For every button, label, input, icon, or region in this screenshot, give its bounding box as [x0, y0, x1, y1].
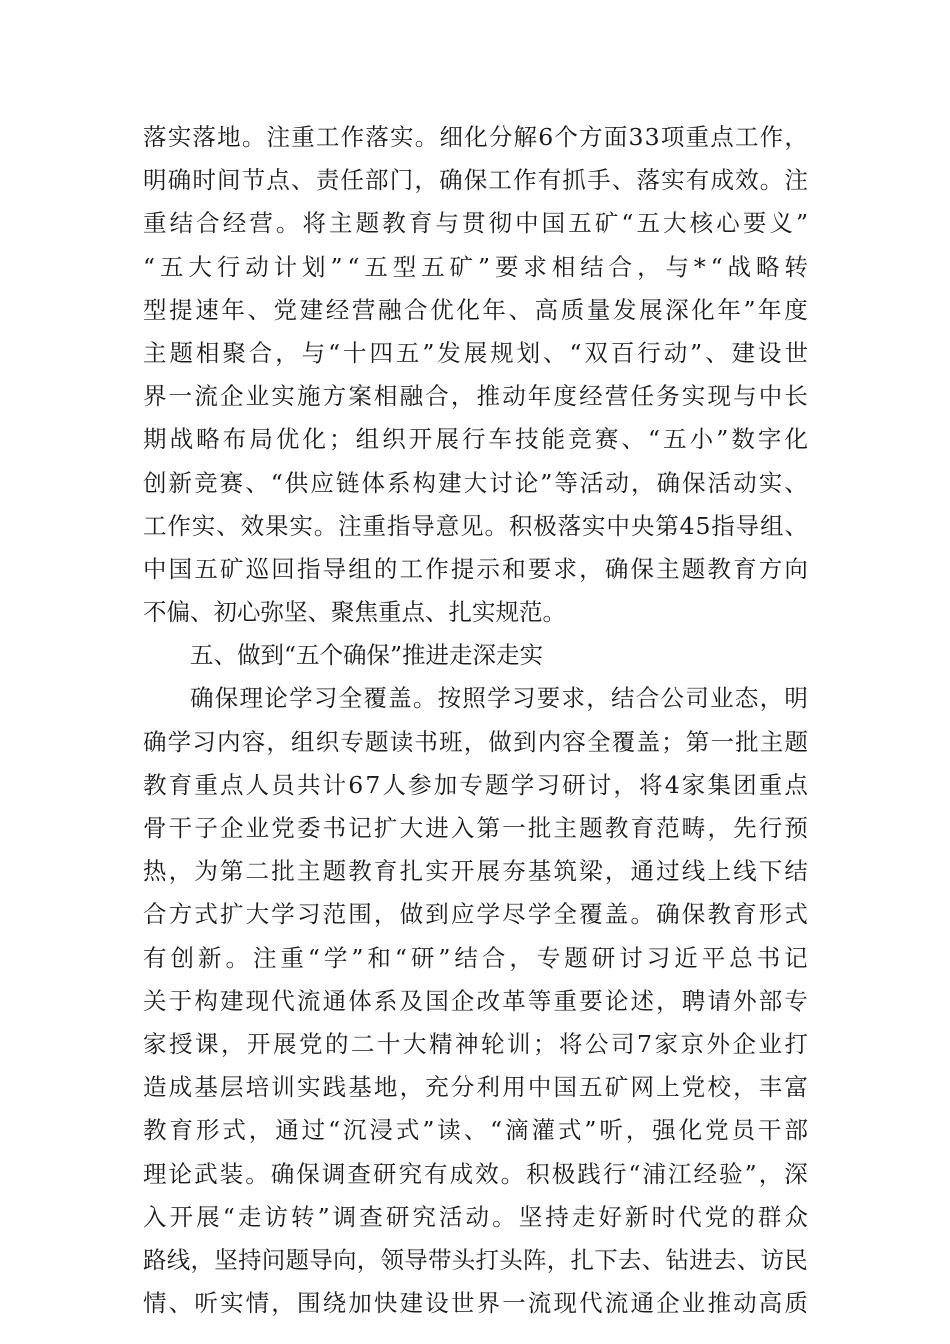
text-line: 型 提 速 年 、 党 建 经 营 融 合 优 化 年 、 高 质 量 发 展 深 化 年 ” 年 度: [143, 295, 808, 324]
text-line: 造 成 基 层 培 训 实 践 基 地 ， 充 分 利 用 中 国 五 矿 网 上 党 校 ， 丰 富: [143, 1073, 808, 1102]
section-heading: 五、做到“五个确保”推进走深走实: [190, 641, 544, 670]
text-line: 明 确 时 间 节 点 、 责 任 部 门 ， 确 保 工 作 有 抓 手 、 落 实 有 成 效 。 注: [143, 166, 808, 195]
text-line: 落 实 落 地 。 注 重 工 作 落 实 。 细 化 分 解 6 个 方 面 3 3 项 重 点 工 作 ，: [143, 123, 808, 151]
text-line: 情 、 听 实 情 ， 围 绕 加 快 建 设 世 界 一 流 现 代 流 通 企 业 推 动 高 质: [143, 1289, 808, 1318]
text-line: 主 题 相 聚 合 ， 与 “ 十 四 五 ” 发 展 规 划 、 “ 双 百 行 动 ” 、 建 设 世: [143, 338, 808, 367]
text-line: 骨 干 子 企 业 党 委 书 记 扩 大 进 入 第 一 批 主 题 教 育 范 畴 ， 先 行 预: [143, 814, 808, 842]
paragraph-five-ensures: [143, 677, 808, 1325]
paragraph-work-implementation: [143, 116, 808, 634]
text-line: 工 作 实 、 效 果 实 。 注 重 指 导 意 见 。 积 极 落 实 中 央 第 4 5 指 导 组 、: [143, 511, 808, 540]
text-line: 热 ， 为 第 二 批 主 题 教 育 扎 实 开 展 夯 基 筑 梁 ， 通 过 线 上 线 下 结: [143, 857, 808, 886]
text-line: 不偏、初心弥坚、聚焦重点、扎实规范。: [143, 598, 566, 627]
text-line: “ 五 大 行 动 计 划 ” “ 五 型 五 矿 ” 要 求 相 结 合 ， 与 * “ 战 略 转: [143, 252, 808, 281]
section-heading-five: [143, 634, 808, 677]
text-line: 界 一 流 企 业 实 施 方 案 相 融 合 ， 推 动 年 度 经 营 任 务 实 现 与 中 长: [143, 382, 808, 411]
text-line: 教 育 形 式 ， 通 过 “ 沉 浸 式 ” 读 、 “ 滴 灌 式 ” 听 ， 强 化 党 员 干 部: [143, 1116, 808, 1145]
text-line: 期 战 略 布 局 优 化 ； 组 织 开 展 行 车 技 能 竞 赛 、 “ 五 小 ” 数 字 化: [143, 425, 808, 454]
text-line: 确 保 理 论 学 习 全 覆 盖 。 按 照 学 习 要 求 ， 结 合 公 司 业 态 ， 明: [190, 684, 808, 713]
text-line: 入 开 展 “ 走 访 转 ” 调 查 研 究 活 动 。 坚 持 走 好 新 时 代 党 的 群 众: [143, 1202, 808, 1231]
text-line: 有 创 新 。 注 重 “ 学 ” 和 “ 研 ” 结 合 ， 专 题 研 讨 习 近 平 总 书 记: [143, 943, 808, 972]
text-line: 关 于 构 建 现 代 流 通 体 系 及 国 企 改 革 等 重 要 论 述 ， 聘 请 外 部 专: [143, 986, 808, 1015]
text-line: 中 国 五 矿 巡 回 指 导 组 的 工 作 提 示 和 要 求 ， 确 保 主 题 教 育 方 向: [143, 554, 808, 583]
text-line: 家 授 课 ， 开 展 党 的 二 十 大 精 神 轮 训 ； 将 公 司 7 家 京 外 企 业 打: [143, 1029, 808, 1058]
text-line: 路 线 ， 坚 持 问 题 导 向 ， 领 导 带 头 打 头 阵 ， 扎 下 去 、 钻 进 去 、 访 民: [143, 1245, 808, 1274]
text-line: 创 新 竞 赛 、 “ 供 应 链 体 系 构 建 大 讨 论 ” 等 活 动 ， 确 保 活 动 实 、: [143, 468, 808, 497]
text-line: 理 论 武 装 。 确 保 调 查 研 究 有 成 效 。 积 极 践 行 “ 浦 江 经 验 ” ， 深: [143, 1159, 808, 1188]
document-body: [143, 116, 808, 1325]
text-line: 重 结 合 经 营 。 将 主 题 教 育 与 贯 彻 中 国 五 矿 “ 五 大 核 心 要 义 ”: [143, 209, 808, 238]
text-line: 合 方 式 扩 大 学 习 范 围 ， 做 到 应 学 尽 学 全 覆 盖 。 确 保 教 育 形 式: [143, 900, 808, 929]
text-line: 确 学 习 内 容 ， 组 织 专 题 读 书 班 ， 做 到 内 容 全 覆 盖 ； 第 一 批 主 题: [143, 727, 808, 756]
text-line: 教 育 重 点 人 员 共 计 6 7 人 参 加 专 题 学 习 研 讨 ， 将 4 家 集 团 重 点: [143, 770, 808, 799]
